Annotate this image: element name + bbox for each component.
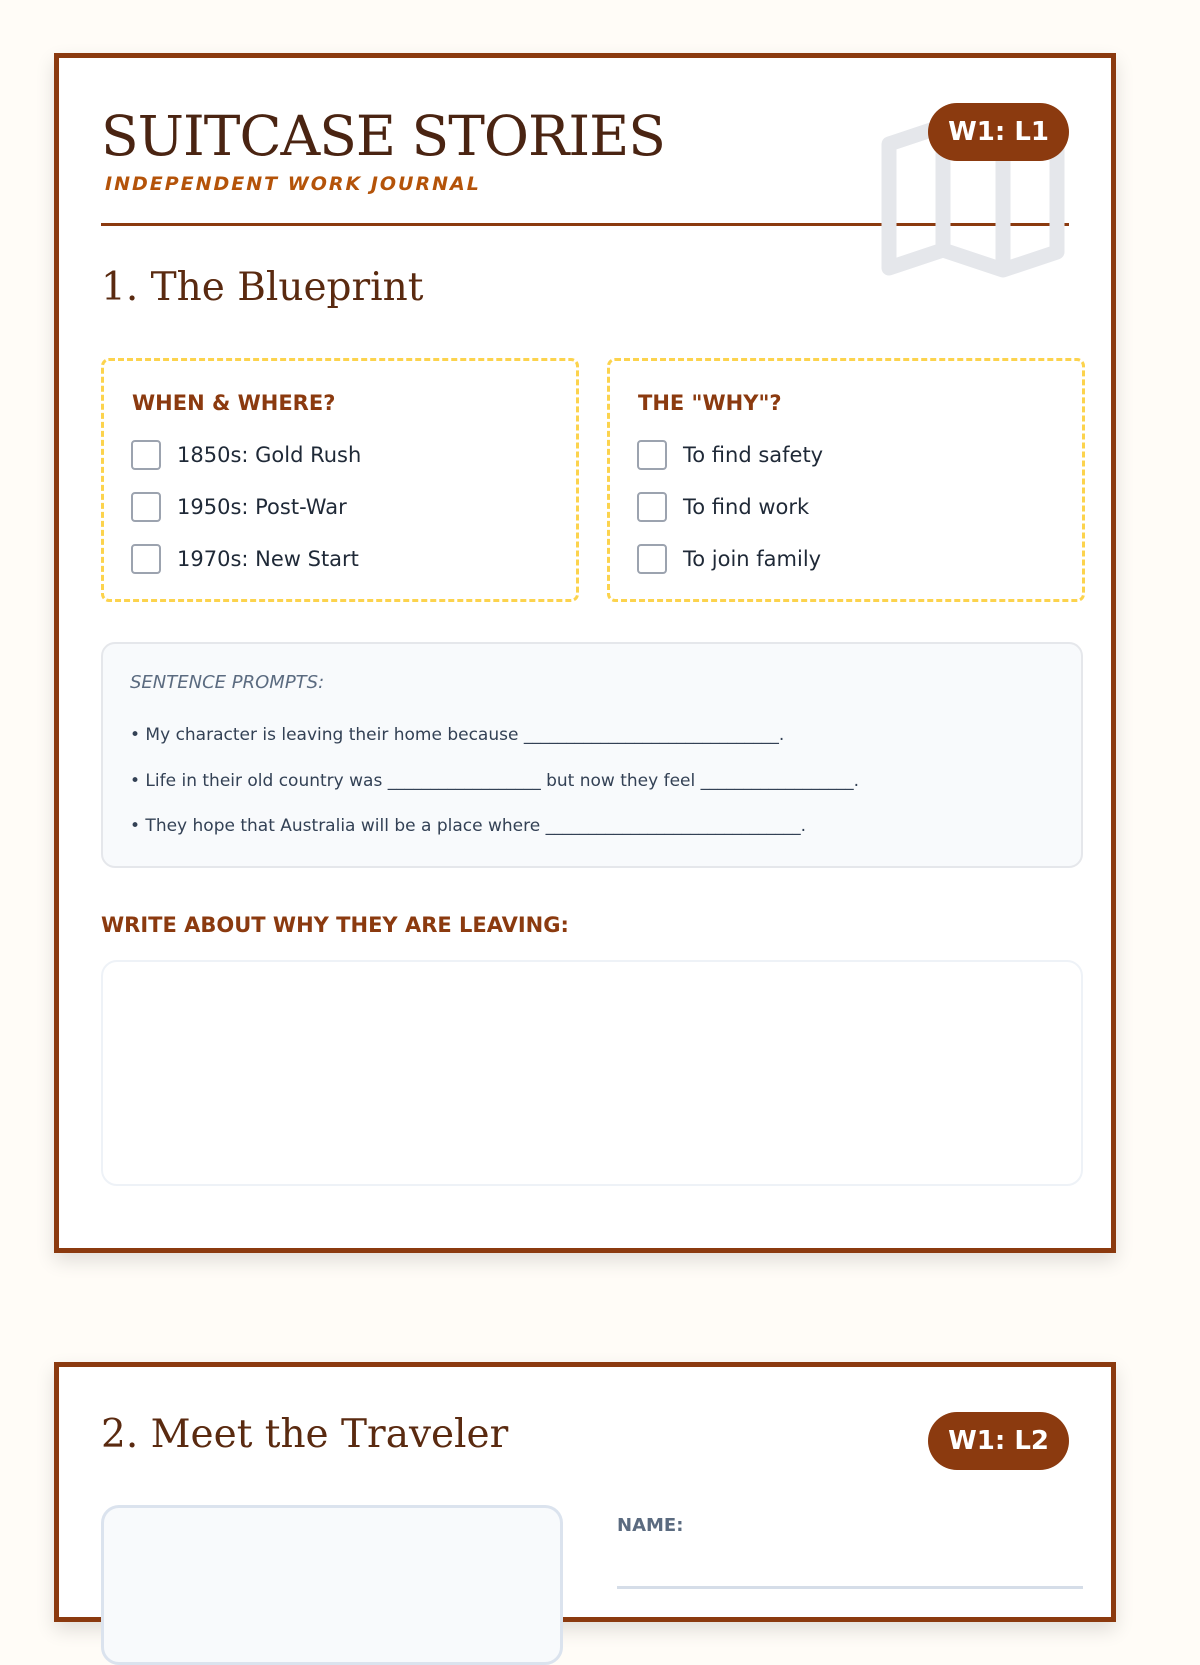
checkbox[interactable] [131,544,161,574]
prompt-line: • Life in their old country was __________________ but now they feel __________________. [130,771,860,791]
prompts-title: SENTENCE PROMPTS: [130,672,325,693]
prompt-line: • They hope that Australia will be a place where ______________________________. [130,816,806,836]
option-new-start[interactable] [131,542,359,576]
name-input-line[interactable] [617,1586,1083,1589]
option-label: To find work [683,495,810,519]
write-label: WRITE ABOUT WHY THEY ARE LEAVING: [101,913,569,937]
option-label: 1950s: Post-War [177,495,347,519]
lesson-1-card [54,53,1116,1253]
section-heading: 2. Meet the Traveler [101,1412,509,1457]
lesson-2-card [54,1362,1116,1622]
when-where-title: WHEN & WHERE? [132,391,336,415]
why-title: THE "WHY"? [638,391,782,415]
traveler-portrait-box[interactable] [101,1505,563,1665]
journal-subtitle: INDEPENDENT WORK JOURNAL [105,173,481,195]
section-heading: 1. The Blueprint [101,265,424,310]
checkbox[interactable] [131,492,161,522]
when-where-box [101,358,579,602]
option-label: 1970s: New Start [177,547,359,571]
journal-title: SUITCASE STORIES [101,104,665,168]
option-label: To join family [683,547,822,571]
writing-area[interactable] [101,960,1083,1186]
option-work[interactable] [637,490,809,524]
checkbox[interactable] [637,440,667,470]
checkbox[interactable] [637,492,667,522]
option-gold-rush[interactable] [131,438,361,472]
option-label: To find safety [683,443,824,467]
option-family[interactable] [637,542,821,576]
checkbox[interactable] [637,544,667,574]
option-post-war[interactable] [131,490,347,524]
prompt-line: • My character is leaving their home because ______________________________. [130,725,785,745]
name-label: NAME: [617,1515,684,1536]
option-label: 1850s: Gold Rush [177,443,362,467]
why-box [607,358,1085,602]
lesson-badge: W1: L2 [928,1412,1069,1470]
option-safety[interactable] [637,438,823,472]
checkbox[interactable] [131,440,161,470]
sentence-prompts-box [101,642,1083,868]
lesson-badge: W1: L1 [928,103,1069,161]
